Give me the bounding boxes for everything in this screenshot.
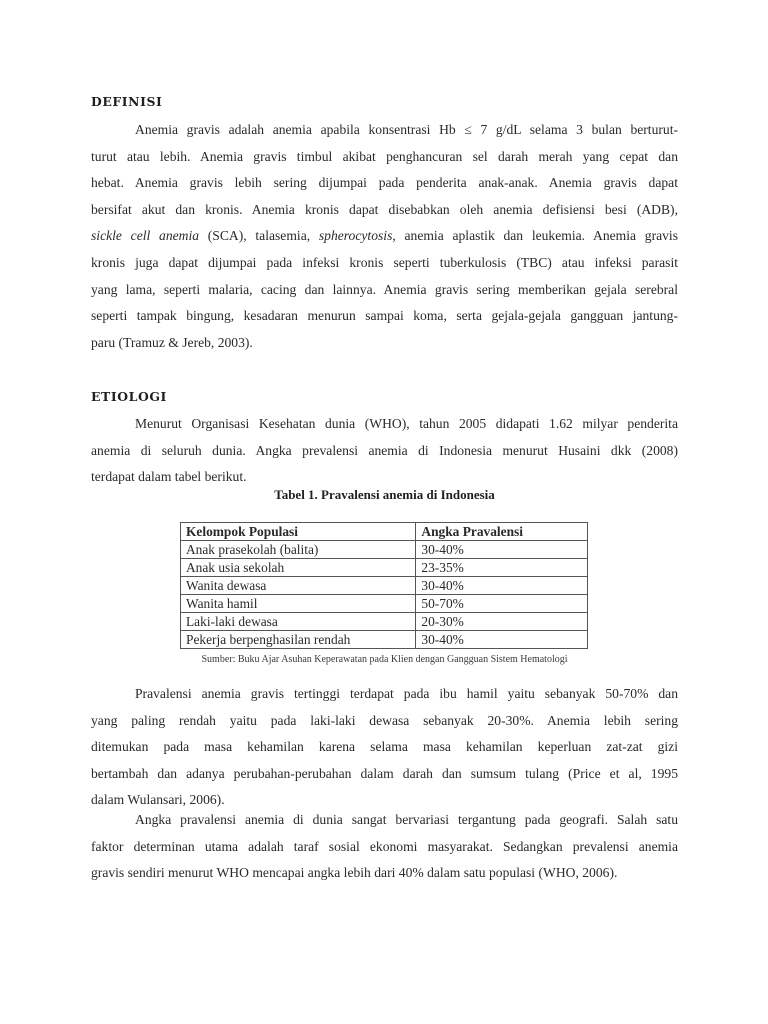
table-cell: 30-40% (416, 541, 588, 559)
text-fragment: , anemia aplastik dan leukemia. Anemia gravis (392, 228, 678, 244)
table-cell: 50-70% (416, 595, 588, 613)
italic-term: sickle cell anemia (91, 228, 200, 244)
text-line: gravis sendiri menurut WHO mencapai angka lebih dari 40% dalam satu populasi (WHO, 2006). (91, 865, 618, 881)
table-cell: Laki-laki dewasa (181, 613, 416, 631)
text-line: seperti tampak bingung, kesadaran menurun sampai koma, serta gejala-gejala gangguan jantung- (91, 308, 678, 324)
text-line: hebat. Anemia gravis lebih sering dijumpai pada penderita anak-anak. Anemia gravis dapat (91, 175, 678, 191)
text-line: kronis juga dapat dijumpai pada infeksi kronis seperti tuberkulosis (TBC) atau infeksi parasit (91, 254, 678, 270)
paragraph-etiologi-intro (91, 411, 678, 491)
table-header-row (181, 523, 588, 541)
text-line: bersifat akut dan kronis. Anemia kronis dapat disebabkan oleh anemia defisiensi besi (ADB), (91, 201, 678, 217)
section-heading-etiologi: ETIOLOGI (91, 389, 167, 404)
text-line: yang lama, seperti malaria, cacing dan lainnya. Anemia gravis sering memberikan gejala serebral (91, 281, 678, 297)
table-row (181, 559, 588, 577)
table-cell: Pekerja berpenghasilan rendah (181, 631, 416, 649)
text-line: Angka pravalensi anemia di dunia sangat bervariasi tergantung pada geografi. Salah satu (135, 812, 678, 827)
text-fragment: (SCA), talasemia, (199, 228, 319, 244)
paragraph-etiologi-prevalence (91, 681, 678, 814)
table-cell: Wanita dewasa (181, 577, 416, 595)
table-cell: 30-40% (416, 577, 588, 595)
table-row (181, 595, 588, 613)
text-line: Anemia gravis adalah anemia apabila konsentrasi Hb ≤ 7 g/dL selama 3 bulan berturut- (135, 122, 678, 137)
table-cell: Anak prasekolah (balita) (181, 541, 416, 559)
table-row (181, 613, 588, 631)
table-cell: 23-35% (416, 559, 588, 577)
paragraph-etiologi-geography (91, 807, 678, 887)
text-line: dalam Wulansari, 2006). (91, 792, 225, 808)
table-row (181, 577, 588, 595)
text-line: Pravalensi anemia gravis tertinggi terdapat pada ibu hamil yaitu sebanyak 50-70% dan (135, 686, 678, 701)
prevalence-table (180, 522, 588, 649)
text-line: ditemukan pada masa kehamilan karena selama masa kehamilan keperluan zat-zat gizi (91, 739, 678, 755)
column-header: Angka Pravalensi (416, 523, 588, 541)
text-line: faktor determinan utama adalah taraf sosial ekonomi masyarakat. Sedangkan prevalensi anemia (91, 838, 678, 854)
table-cell: Anak usia sekolah (181, 559, 416, 577)
text-line: bertambah dan adanya perubahan-perubahan dalam darah dan sumsum tulang (Price et al, 1995 (91, 765, 678, 781)
table-cell: Wanita hamil (181, 595, 416, 613)
table-cell: 20-30% (416, 613, 588, 631)
table-row (181, 631, 588, 649)
text-line: turut atau lebih. Anemia gravis timbul akibat penghancuran sel darah merah yang cepat dan (91, 148, 678, 164)
text-line: paru (Tramuz & Jereb, 2003). (91, 334, 253, 350)
text-line (91, 223, 678, 250)
text-line: terdapat dalam tabel berikut. (91, 469, 247, 485)
paragraph-definisi (91, 117, 678, 356)
section-heading-definisi: DEFINISI (91, 94, 163, 109)
table-cell: 30-40% (416, 631, 588, 649)
column-header: Kelompok Populasi (181, 523, 416, 541)
table-row (181, 541, 588, 559)
table-source-note: Sumber: Buku Ajar Asuhan Keperawatan pada Klien dengan Gangguan Sistem Hematologi (201, 654, 568, 665)
table-caption: Tabel 1. Pravalensi anemia di Indonesia (274, 487, 495, 502)
text-line: yang paling rendah yaitu pada laki-laki dewasa sebanyak 20-30%. Anemia lebih sering (91, 712, 678, 728)
italic-term: spherocytosis (318, 228, 393, 244)
text-line: anemia di seluruh dunia. Angka prevalensi anemia di Indonesia menurut Husaini dkk (2008) (91, 442, 678, 458)
text-line: Menurut Organisasi Kesehatan dunia (WHO), tahun 2005 didapati 1.62 milyar penderita (135, 416, 678, 431)
